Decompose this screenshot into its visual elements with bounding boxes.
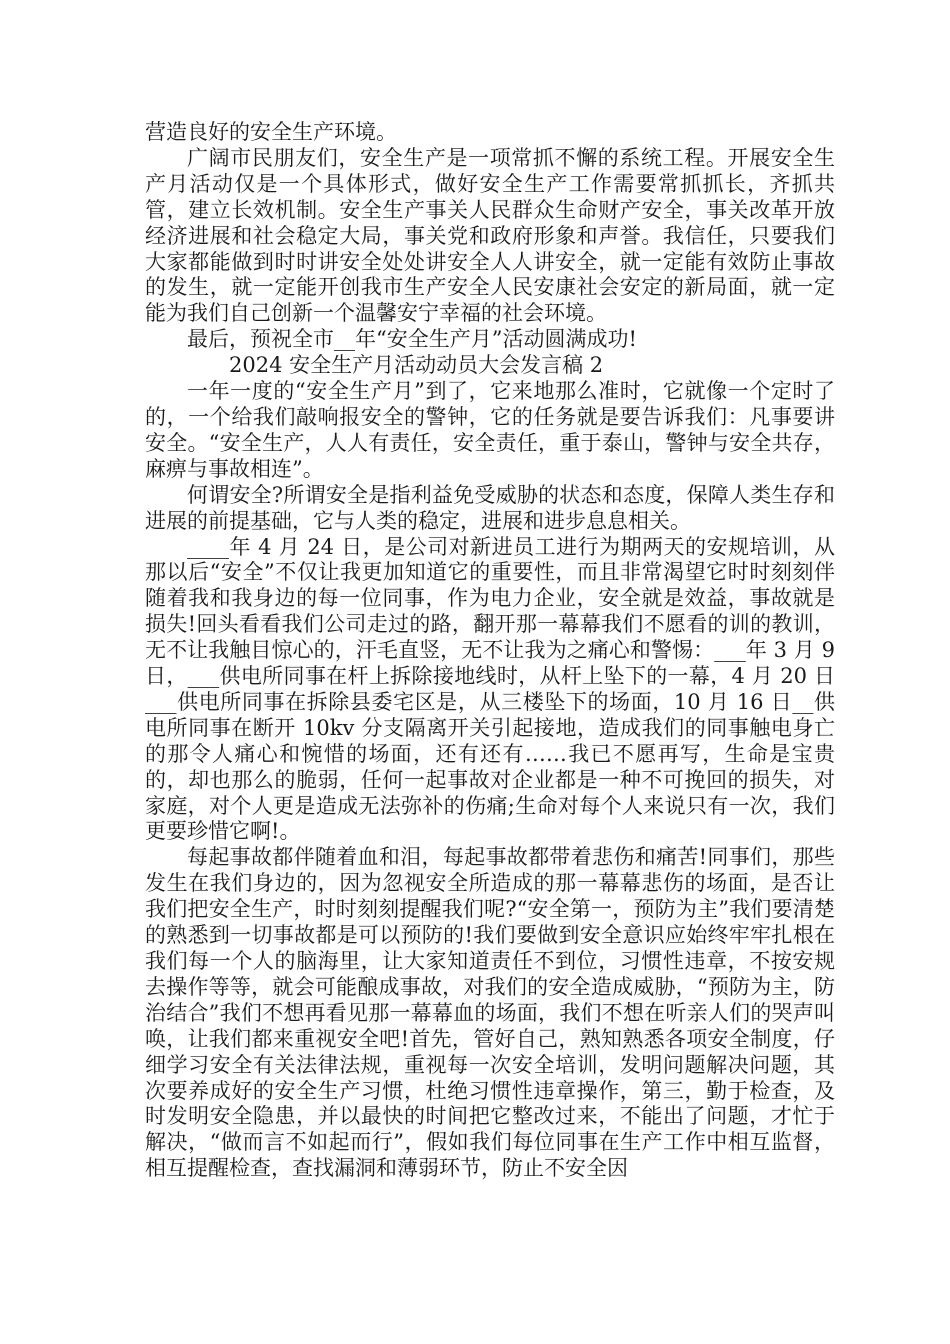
paragraph-what-is-safety: 何谓安全?所谓安全是指利益免受威胁的状态和态度，保障人类生存和进展的前提基础，它与人类的稳定，进展和进步息息相关。 (145, 482, 835, 533)
paragraph-final-wish: 最后，预祝全市__年“安全生产月”活动圆满成功! (187, 327, 637, 352)
speech-title: 2024 安全生产月活动动员大会发言稿 2 (229, 353, 604, 378)
document-page (145, 120, 835, 1182)
paragraph-prevention: 每起事故都伴随着血和泪，每起事故都带着悲伤和痛苦!同事们，那些发生在我们身边的，因为忽视安全所造成的那一幕幕悲伤的场面，是否让我们把安全生产，时时刻刻提醒我们呢?“安全第一，预防为主”我们要清楚的熟悉到一切事故都是可以预防的!我们要做到安全意识应始终牢牢扎根在我们每一个人的脑海里，让大家知道责任不到位，习惯性违章，不按安规去操作等等，就会可能酿成事故，对我们的安全造成威胁，“预防为主，防治结合”我们不想再看见那一幕幕血的场面，我们不想在听亲人们的哭声叫唤，让我们都来重视安全吧!首先，管好自己，熟知熟悉各项安全制度，仔细学习安全有关法律法规，重视每一次安全培训，发明问题解决问题，其次要养成好的安全生产习惯，杜绝习惯性违章操作，第三，勤于检查，及时发明安全隐患，并以最快的时间把它整改过来，不能出了问题，才忙于解决，“做而言不如起而行”，假如我们每位同事在生产工作中相互监督，相互提醒检查，查找漏洞和薄弱环节，防止不安全因 (145, 845, 835, 1181)
paragraph-training-and-accidents: ____年 4 月 24 日，是公司对新进员工进行为期两天的安规培训，从那以后“安全”不仅让我更加知道它的重要性，而且非常渴望它时时刻刻伴随着我和我身边的每一位同事，作为电力企业，安全就是效益，事故就是损失!回头看看我们公司走过的路，翻开那一幕幕我们不愿看的训的教训，无不让我触目惊心的，汗毛直竖，无不让我为之痛心和警惕：___年 3 月 9 日，___供电所同事在杆上拆除接地线时，从杆上坠下的一幕，4 月 20 日___供电所同事在拆除县委宅区是，从三楼坠下的场面，10 月 16 日__供电所同事在断开 10kv 分支隔离开关引起接地，造成我们的同事触电身亡的那令人痛心和惋惜的场面，还有还有……我已不愿再写，生命是宝贵的，却也那么的脆弱，任何一起事故对企业都是一种不可挽回的损失，对家庭，对个人更是造成无法弥补的伤痛;生命对每个人来说只有一次，我们更要珍惜它啊!。 (145, 534, 835, 844)
paragraph-citizens-appeal: 广阔市民朋友们，安全生产是一项常抓不懈的系统工程。开展安全生产月活动仅是一个具体形式，做好安全生产工作需要常抓抓长，齐抓共管，建立长效机制。安全生产事关人民群众生命财产安全，事关改革开放经济进展和社会稳定大局，事关党和政府形象和声誉。我信任，只要我们大家都能做到时时讲安全处处讲安全人人讲安全，就一定能有效防止事故的发生，就一定能开创我市生产安全人民安康社会安定的新局面，就一定能为我们自己创新一个温馨安宁幸福的社会环境。 (145, 145, 835, 326)
paragraph-safety-month-intro: 一年一度的“安全生产月”到了，它来地那么准时，它就像一个定时了的，一个给我们敲响报安全的警钟，它的任务就是要告诉我们：凡事要讲安全。“安全生产，人人有责任，安全责任，重于泰山，警钟与安全共存，麻痹与事故相连”。 (145, 379, 835, 481)
paragraph-closing-line: 营造良好的安全生产环境。 (145, 120, 397, 144)
